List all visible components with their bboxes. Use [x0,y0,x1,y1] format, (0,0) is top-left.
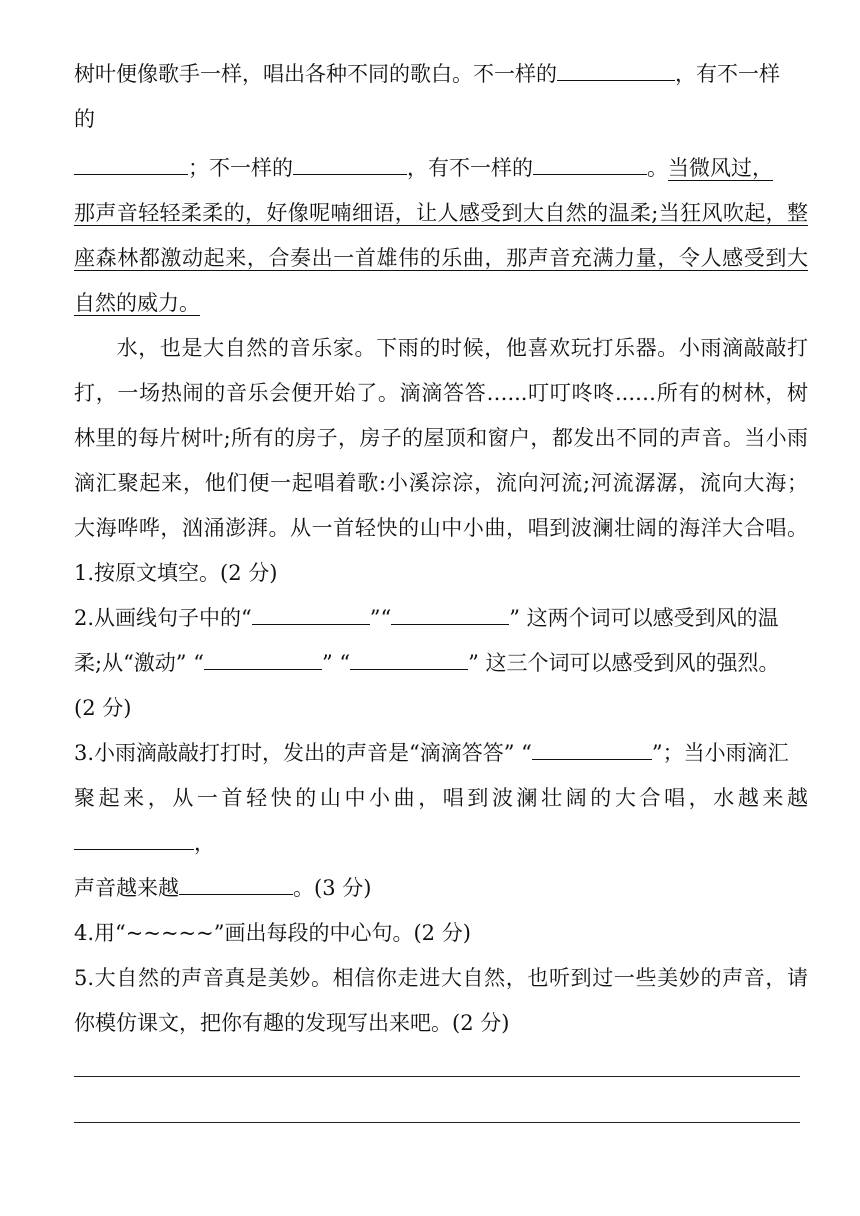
question-text: ”；当小雨滴汇 [651,741,789,765]
question-text: ， [194,831,215,855]
question-text: 2.从画线句子中的“ [74,606,252,630]
question-text: ”“ [369,606,392,630]
passage-text: ；不一样的 [188,156,293,180]
passage-line [74,97,808,142]
passage-line [74,416,808,461]
question-text: 柔;从“激动” “ [74,651,204,675]
answer-blank[interactable] [391,597,509,625]
passage-text: 。 [647,156,668,180]
passage-and-questions [74,52,808,1046]
passage-text: ，有不一样的 [407,156,533,180]
fill-blank[interactable] [557,53,675,81]
question-2-score [74,686,808,731]
passage-line [74,52,808,97]
passage-line [74,191,808,236]
question-3-cont [74,821,808,866]
question-text: ” “ [321,651,351,675]
passage-line [74,281,808,326]
passage-line [74,506,808,551]
underlined-sentence: 当微风过， [668,156,773,180]
passage-text: 林里的每片树叶;所有的房子，房子的屋顶和窗户，都发出不同的声音。当小雨 [74,426,808,450]
passage-text: 树叶便像歌手一样，唱出各种不同的歌白。不一样的 [74,62,557,86]
question-3-cont [74,866,808,911]
passage-text: ，有不一样 [675,62,780,86]
answer-blank[interactable] [179,867,293,895]
passage-text: 水，也是大自然的音乐家。下雨的时候，他喜欢玩打乐器。小雨滴敲敲打 [116,336,808,360]
question-2 [74,596,808,641]
question-1 [74,551,808,596]
answer-writing-line[interactable] [74,1076,800,1077]
question-5 [74,956,808,1001]
question-text: 聚起来，从一首轻快的山中小曲，唱到波澜壮阔的大合唱，水越来越 [74,786,808,810]
question-text: ” 这三个词可以感受到风的强烈。 [468,651,780,675]
underlined-sentence: 自然的威力。 [74,291,200,315]
question-score: (2 分) [74,696,132,720]
passage-line [74,371,808,416]
passage-line [74,326,808,371]
answer-blank[interactable] [350,642,468,670]
question-5-cont [74,1001,808,1046]
passage-line [74,236,808,281]
question-text: 4.用“~~~~~”画出每段的中心句。(2 分) [74,921,471,945]
fill-blank[interactable] [533,147,647,175]
passage-text: 大海哗哗，汹涌澎湃。从一首轻快的山中小曲，唱到波澜壮阔的海洋大合唱。 [74,516,808,540]
passage-text: 打，一场热闹的音乐会便开始了。滴滴答答…...叮叮咚咚...…所有的树林，树 [74,381,808,405]
question-4 [74,911,808,956]
question-text: 你模仿课文，把你有趣的发现写出来吧。(2 分) [74,1011,510,1035]
answer-writing-line[interactable] [74,1122,800,1123]
question-text: 1.按原文填空。(2 分) [74,561,278,585]
answer-blank[interactable] [74,822,194,850]
passage-text: 的 [74,107,95,131]
question-text: 声音越来越 [74,876,179,900]
passage-line [74,461,808,506]
answer-blank[interactable] [532,732,652,760]
question-text: ” 这两个词可以感受到风的温 [509,606,779,630]
question-text: 。(3 分) [293,876,372,900]
fill-blank[interactable] [74,147,188,175]
question-3 [74,731,808,776]
question-text: 5.大自然的声音真是美妙。相信你走进大自然，也听到过一些美妙的声音，请 [74,966,808,990]
question-3-cont [74,776,808,821]
answer-blank[interactable] [252,597,370,625]
question-text: 3.小雨滴敲敲打打时，发出的声音是“滴滴答答” “ [74,741,532,765]
underlined-sentence: 座森林都激动起来，合奏出一首雄伟的乐曲，那声音充满力量，令人感受到大 [74,246,808,270]
question-2-cont [74,641,808,686]
fill-blank[interactable] [293,147,407,175]
answer-blank[interactable] [204,642,322,670]
passage-line [74,146,808,191]
underlined-sentence: 那声音轻轻柔柔的，好像呢喃细语，让人感受到大自然的温柔;当狂风吹起，整 [74,201,808,225]
passage-text: 滴汇聚起来，他们便一起唱着歌:小溪淙淙，流向河流;河流潺潺，流向大海； [74,471,808,495]
